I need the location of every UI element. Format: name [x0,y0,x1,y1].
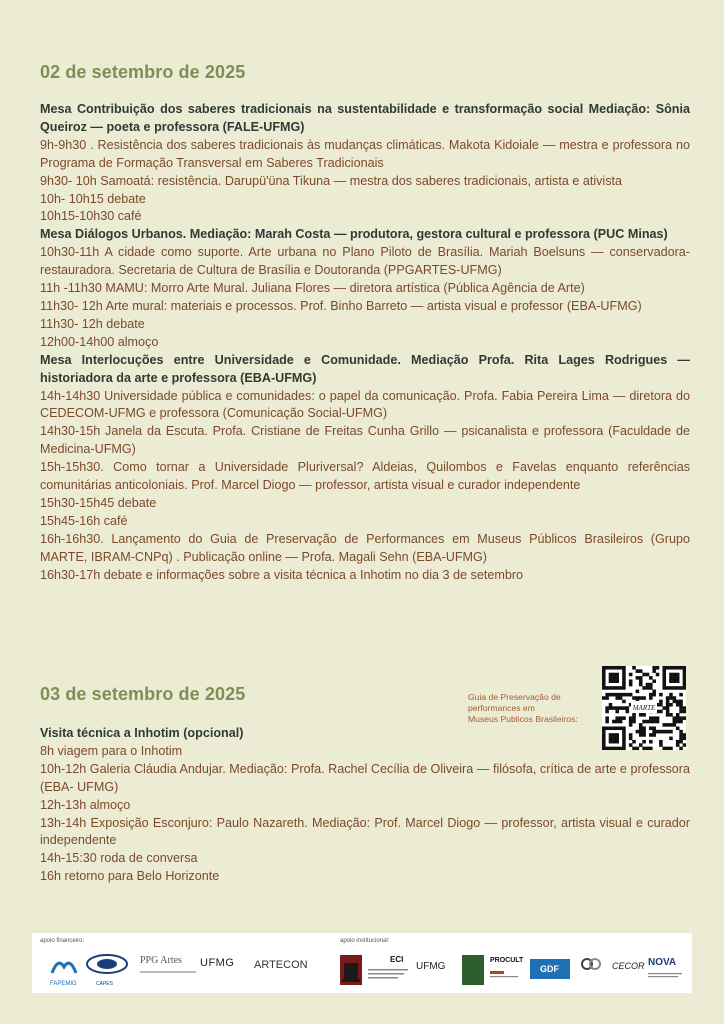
eci-text: ECI [390,955,404,964]
schedule-item: 12h-13h almoço [40,797,131,812]
schedule-item: 16h retorno para Belo Horizonte [40,869,220,884]
procult-text: PROCULT [490,957,524,964]
museum-logo [340,955,362,985]
procult-subtitle-icon [490,969,520,979]
qr-code-icon [602,666,686,750]
schedule-item: 10h- 10h15 debate [40,191,146,206]
schedule-item: 11h30- 12h Arte mural: materiais e processos. Prof. Binho Barreto — artista visual e professor (EBA-UFMG) [40,298,642,313]
qr-caption-line: performances em [468,703,535,713]
gdf-logo [530,959,570,979]
schedule-item: 15h45-16h café [40,513,128,528]
ppgartes-text: PPG Artes [140,955,182,966]
schedule-item: 15h30-15h45 debate [40,495,157,510]
sponsor-bar [32,933,692,993]
session-heading: Mesa Interlocuções entre Universidade e Comunidade. Mediação Profa. Rita Lages Rodrigues — historiadora da arte e professora (EBA-UFMG) [40,352,690,385]
gdf-text: GDF [540,964,559,974]
day1-schedule [40,101,690,584]
artecon-text: ARTECON [254,959,308,971]
eci-subtitle-icon [368,967,408,981]
schedule-item: 16h30-17h debate e informações sobre a visita técnica a Inhotim no dia 3 de setembro [40,567,524,582]
schedule-item: 14h-15:30 roda de conversa [40,851,198,866]
nova-subtitle-icon [648,971,684,979]
qr-center-label: MARTE [632,704,656,712]
financial-support-label: apoio financeiro: [40,938,85,944]
fapemig-icon [46,953,82,979]
capes-logo [84,949,130,989]
schedule-item: 11h30- 12h debate [40,316,145,331]
day1-title: 02 de setembro de 2025 [40,62,246,82]
building-icon [340,955,362,985]
institutional-support-label: apoio institucional: [340,938,390,944]
fapemig-text: FAPEMIG [50,981,77,987]
schedule-item: 11h -11h30 MAMU: Morro Arte Mural. Juliana Flores — diretora artística (Pública Agência de Arte) [40,281,585,296]
schedule-item: 10h15-10h30 café [40,209,142,224]
schedule-item: 16h-16h30. Lançamento do Guia de Preservação de Performances em Museus Públicos Brasileiros (Grupo MARTE, IBRAM-CNPq) . Publicação online — Profa. Magali Sehn (EBA-UFMG) [40,531,690,564]
schedule-item: 12h00-14h00 almoço [40,334,159,349]
capes-icon [84,949,130,979]
capes-text: CAPES [96,981,113,987]
schedule-item: 13h-14h Exposição Esconjuro: Paulo Nazareth. Mediação: Prof. Marcel Diogo — professor, artista visual e curador independente [40,815,690,848]
session-heading: Visita técnica a Inhotim (opcional) [40,726,244,740]
ufmg-text: UFMG [200,957,235,969]
cecor-text: CECOR [612,961,645,971]
schedule-item: 9h30- 10h Samoatá: resistência. Darupü'üna Tikuna — mestra dos saberes tradicionais, artista e ativista [40,173,623,188]
qr-caption [468,692,596,725]
schedule-item: 14h-14h30 Universidade pública e comunidades: o papel da comunicação. Profa. Fabia Pereira Lima — diretora do CEDECOM-UFMG e professora (Comunicação Social-UFMG) [40,388,690,421]
day2-title: 03 de setembro de 2025 [40,684,246,704]
schedule-item: 9h-9h30 . Resistência dos saberes tradicionais às mudanças climáticas. Makota Kidoiale — mestra e professora no Programa de Formação Transversal em Saberes Tradicionais [40,137,690,170]
schedule-item: 10h-12h Galeria Cláudia Andujar. Mediação: Profa. Rachel Cecília de Oliveira — filósofa, crítica de arte e professora (EBA- UFMG) [40,761,690,794]
ppgartes-logo [140,955,200,985]
nova-text: NOVA [648,957,677,968]
qr-caption-line: Museus Publicos Brasileiros: [468,714,578,724]
cecor-logo [580,957,602,976]
ufmg-text-2: UFMG [416,961,446,972]
procult-green-logo [462,955,484,985]
schedule-item: 10h30-11h A cidade como suporte. Arte urbana no Plano Piloto de Brasília. Mariah Boelsuns — conservadora-restauradora. Secretaria de Cultura de Brasília e Doutoranda (PPGARTES-UFMG) [40,245,690,278]
schedule-item: 14h30-15h Janela da Escuta. Profa. Cristiane de Freitas Cunha Grillo — psicanalista e professora (Faculdade de Medicina-UFMG) [40,424,690,457]
day2-schedule [40,725,690,886]
schedule-item: 8h viagem para o Inhotim [40,743,183,758]
session-heading: Mesa Diálogos Urbanos. Mediação: Marah Costa — produtora, gestora cultural e professora (PUC Minas) [40,227,668,242]
cecor-icon [580,957,602,971]
ppgartes-subtitle-icon [140,969,196,977]
fapemig-logo [46,953,82,989]
schedule-item: 15h-15h30. Como tornar a Universidade Pluriversal? Aldeias, Quilombos e Favelas enquanto referências comunitárias anticoloniais. Prof. Marcel Diogo — professor, artista visual e curador independente [40,460,690,493]
qr-caption-line: Guia de Preservação de [468,692,561,702]
session-heading: Mesa Contribuição dos saberes tradicionais na sustentabilidade e transformação social Mediação: Sônia Queiroz — poeta e professora (FALE-UFMG) [40,102,690,134]
qr-code[interactable] [602,666,686,750]
